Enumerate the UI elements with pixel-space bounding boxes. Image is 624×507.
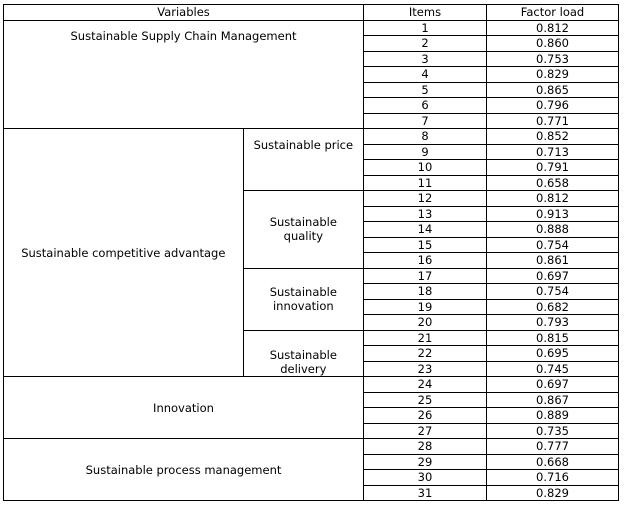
load-cell: 0.753 bbox=[487, 51, 619, 67]
item-cell: 12 bbox=[364, 191, 487, 207]
load-cell: 0.793 bbox=[487, 315, 619, 331]
load-cell: 0.812 bbox=[487, 191, 619, 207]
item-cell: 2 bbox=[364, 36, 487, 52]
item-cell: 18 bbox=[364, 284, 487, 300]
items-header: Items bbox=[364, 5, 487, 21]
item-cell: 16 bbox=[364, 253, 487, 269]
factor-load-table bbox=[3, 4, 619, 501]
load-cell: 0.695 bbox=[487, 346, 619, 362]
subvariable-innovation bbox=[243, 268, 363, 330]
item-cell: 29 bbox=[364, 454, 487, 470]
item-cell: 4 bbox=[364, 67, 487, 83]
load-cell: 0.815 bbox=[487, 330, 619, 346]
load-cell: 0.791 bbox=[487, 160, 619, 176]
load-cell: 0.697 bbox=[487, 268, 619, 284]
table-row bbox=[4, 129, 619, 145]
load-cell: 0.889 bbox=[487, 408, 619, 424]
item-cell: 28 bbox=[364, 439, 487, 455]
item-cell: 15 bbox=[364, 237, 487, 253]
item-cell: 11 bbox=[364, 175, 487, 191]
variable-innovation: Innovation bbox=[4, 377, 364, 439]
load-cell: 0.668 bbox=[487, 454, 619, 470]
variable-sca: Sustainable competitive advantage bbox=[4, 129, 244, 377]
load-cell: 0.716 bbox=[487, 470, 619, 486]
item-cell: 7 bbox=[364, 113, 487, 129]
subvariable-innovation-line2: innovation bbox=[272, 299, 334, 313]
subvariable-price: Sustainable price bbox=[243, 129, 363, 191]
item-cell: 14 bbox=[364, 222, 487, 238]
item-cell: 20 bbox=[364, 315, 487, 331]
header-row bbox=[4, 5, 619, 21]
item-cell: 24 bbox=[364, 377, 487, 393]
load-cell: 0.865 bbox=[487, 82, 619, 98]
load-cell: 0.697 bbox=[487, 377, 619, 393]
load-cell: 0.754 bbox=[487, 284, 619, 300]
item-cell: 25 bbox=[364, 392, 487, 408]
item-cell: 6 bbox=[364, 98, 487, 114]
load-cell: 0.829 bbox=[487, 485, 619, 501]
load-cell: 0.735 bbox=[487, 423, 619, 439]
load-cell: 0.867 bbox=[487, 392, 619, 408]
item-cell: 9 bbox=[364, 144, 487, 160]
table-row bbox=[4, 377, 619, 393]
item-cell: 21 bbox=[364, 330, 487, 346]
subvariable-quality-line1: Sustainable bbox=[269, 215, 337, 230]
item-cell: 26 bbox=[364, 408, 487, 424]
item-cell: 8 bbox=[364, 129, 487, 145]
item-cell: 3 bbox=[364, 51, 487, 67]
load-cell: 0.796 bbox=[487, 98, 619, 114]
load-cell: 0.682 bbox=[487, 299, 619, 315]
item-cell: 10 bbox=[364, 160, 487, 176]
variable-sscm: Sustainable Supply Chain Management bbox=[4, 20, 364, 129]
subvariable-innovation-line1: Sustainable bbox=[269, 285, 337, 299]
variable-spm: Sustainable process management bbox=[4, 439, 364, 501]
load-cell: 0.658 bbox=[487, 175, 619, 191]
load-cell: 0.861 bbox=[487, 253, 619, 269]
subvariable-delivery-line1: Sustainable bbox=[269, 348, 337, 362]
variables-header: Variables bbox=[4, 5, 364, 21]
load-cell: 0.777 bbox=[487, 439, 619, 455]
subvariable-quality-line2: quality bbox=[283, 229, 323, 244]
subvariable-delivery-line2: delivery bbox=[280, 362, 327, 376]
table-row bbox=[4, 20, 619, 36]
item-cell: 22 bbox=[364, 346, 487, 362]
item-cell: 30 bbox=[364, 470, 487, 486]
subvariable-delivery bbox=[243, 330, 363, 377]
subvariable-quality bbox=[243, 191, 363, 269]
item-cell: 17 bbox=[364, 268, 487, 284]
load-cell: 0.913 bbox=[487, 206, 619, 222]
load-cell: 0.745 bbox=[487, 361, 619, 377]
load-cell: 0.829 bbox=[487, 67, 619, 83]
load-cell: 0.852 bbox=[487, 129, 619, 145]
load-cell: 0.812 bbox=[487, 20, 619, 36]
item-cell: 5 bbox=[364, 82, 487, 98]
load-cell: 0.860 bbox=[487, 36, 619, 52]
item-cell: 1 bbox=[364, 20, 487, 36]
load-cell: 0.888 bbox=[487, 222, 619, 238]
item-cell: 13 bbox=[364, 206, 487, 222]
factor-load-header: Factor load bbox=[487, 5, 619, 21]
item-cell: 23 bbox=[364, 361, 487, 377]
load-cell: 0.713 bbox=[487, 144, 619, 160]
load-cell: 0.771 bbox=[487, 113, 619, 129]
item-cell: 19 bbox=[364, 299, 487, 315]
load-cell: 0.754 bbox=[487, 237, 619, 253]
table-row bbox=[4, 439, 619, 455]
item-cell: 31 bbox=[364, 485, 487, 501]
item-cell: 27 bbox=[364, 423, 487, 439]
